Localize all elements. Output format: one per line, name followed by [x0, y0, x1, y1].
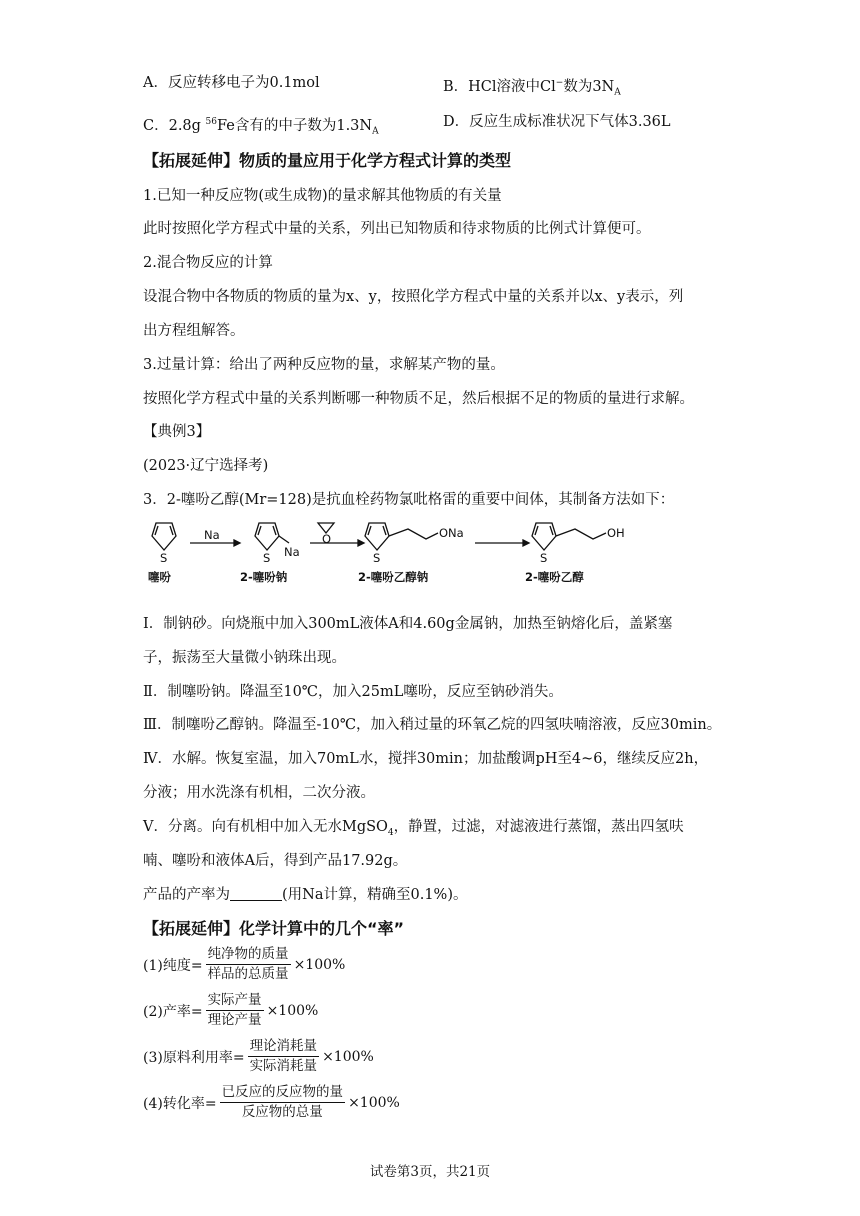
sulfur-atom: S — [263, 551, 271, 565]
sulfur-atom: S — [160, 551, 168, 565]
section-heading-calc-types: 【拓展延伸】物质的量应用于化学方程式计算的类型 — [143, 151, 512, 170]
option-b: B．HCl溶液中Cl−数为$3N_A$ — [443, 78, 621, 98]
step-2: Ⅱ．制噻吩钠。降温至10℃，加入25mL噻吩，反应至钠砂消失。 — [143, 684, 563, 700]
paragraph-line: 出方程组解答。 — [143, 323, 245, 339]
formula-yield: (2)产率= $\frac{\text{实际产量}}{\text{理论产量}}$ ×100% — [143, 992, 319, 1028]
thiophene-ring-3 — [365, 523, 389, 550]
step-4-line-1: Ⅳ．水解。恢复室温，加入70mL水，搅拌30min；加盐酸调pH至4~6，继续反应2h， — [143, 751, 709, 767]
thiophene-ring-4 — [532, 523, 556, 550]
reagent-na: Na — [204, 528, 220, 542]
sulfur-atom: S — [540, 551, 548, 565]
label-thiophene: 噻吩 — [148, 570, 171, 584]
oh-substituent: OH — [607, 526, 625, 540]
sulfur-atom: S — [373, 551, 381, 565]
example-source: (2023·辽宁选择考) — [143, 458, 269, 474]
option-d: D．反应生成标准状况下气体3.36L — [443, 114, 671, 130]
ona-substituent: ONa — [439, 526, 464, 540]
example-tag: 【典例3】 — [143, 424, 211, 440]
option-a: A．反应转移电子为0.1mol — [143, 75, 320, 91]
epoxide-oxygen: O — [322, 532, 332, 546]
step-5-line-1: Ⅴ．分离。向有机相中加入无水MgSO$_4$，静置，过滤，对滤液进行蒸馏，蒸出四氢呋 — [143, 819, 684, 838]
step-5-line-2: 喃、噻吩和液体A后，得到产品17.92g。 — [143, 853, 408, 869]
label-2-thiophene-ethoxide: 2-噻吩乙醇钠 — [358, 570, 429, 584]
sodium-substituent: Na — [284, 545, 300, 559]
answer-blank[interactable] — [230, 886, 282, 901]
step-1-line-1: Ⅰ．制钠砂。向烧瓶中加入300mL液体A和4.60g金属钠，加热至钠熔化后，盖紧塞 — [143, 616, 673, 632]
formula-utilization: (3)原料利用率= $\frac{\text{理论消耗量}}{\text{实际消耗量}}$ ×100% — [143, 1038, 374, 1074]
step-3: Ⅲ．制噻吩乙醇钠。降温至-10℃，加入稍过量的环氧乙烷的四氢呋喃溶液，反应30min。 — [143, 717, 722, 733]
paragraph-line: 此时按照化学方程式中量的关系，列出已知物质和待求物质的比例式计算便可。 — [143, 221, 651, 237]
paragraph-line: 设混合物中各物质的物质的量为x、y，按照化学方程式中量的关系并以x、y表示，列 — [143, 289, 684, 305]
paragraph-line: 3.过量计算：给出了两种反应物的量，求解某产物的量。 — [143, 357, 505, 373]
step-1-line-2: 子，振荡至大量微小钠珠出现。 — [143, 650, 346, 666]
formula-purity: (1)纯度= $\frac{\text{纯净物的质量}}{\text{样品的总质量}}$ ×100% — [143, 946, 346, 982]
thiophene-ring-1 — [152, 523, 176, 550]
paragraph-line: 2.混合物反应的计算 — [143, 255, 273, 271]
example-question: 3．2-噻吩乙醇(Mr=128)是抗血栓药物氯吡格雷的重要中间体，其制备方法如下： — [143, 492, 675, 508]
label-2-thiophene-ethanol: 2-噻吩乙醇 — [525, 570, 584, 584]
paragraph-line: 1.已知一种反应物(或生成物)的量求解其他物质的有关量 — [143, 188, 502, 204]
step-4-line-2: 分液；用水洗涤有机相，二次分液。 — [143, 785, 375, 801]
question-yield: 产品的产率为 (用Na计算，精确至0.1%)。 — [143, 887, 468, 903]
formula-conversion: (4)转化率= $\frac{\text{已反应的反应物的量}}{\text{反应物的总量}}$ ×100% — [143, 1084, 400, 1120]
label-2-thienyl-sodium: 2-噻吩钠 — [240, 570, 288, 584]
page-footer: 试卷第3页，共21页 — [369, 1164, 491, 1180]
option-c: C．2.8g $^{56}$Fe含有的中子数为$1.3N_A$ — [143, 117, 379, 137]
thiophene-ring-2 — [255, 523, 279, 550]
section-heading-rates: 【拓展延伸】化学计算中的几个“率” — [143, 919, 405, 938]
reaction-scheme — [140, 515, 640, 595]
paragraph-line: 按照化学方程式中量的关系判断哪一种物质不足，然后根据不足的物质的量进行求解。 — [143, 391, 694, 407]
